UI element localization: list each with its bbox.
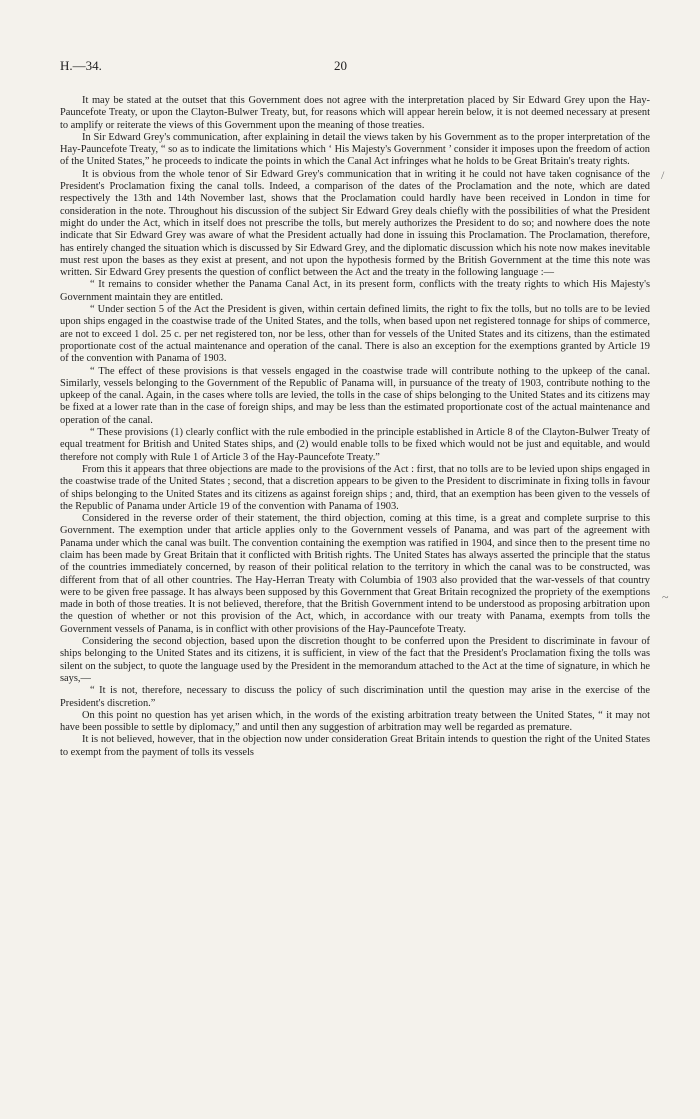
quote-paragraph-4: “ These provisions (1) clearly conflict with the rule embodied in the principle established in Article 8 of the Clayton-Bulwer Treaty of equal treatment for British and United States ships, and (2) would enable tolls to be fixed which would not be just and equitable, and would therefore not comply with Rule 1 of Article 3 of the Hay-Pauncefote Treaty.” (60, 427, 650, 463)
margin-pencil-mark: ~ (662, 590, 669, 604)
body-text (60, 95, 650, 759)
document-reference: H.—34. (60, 58, 102, 73)
paragraph-1: It may be stated at the outset that this Government does not agree with the interpretation placed by Sir Edward Grey upon the Hay-Pauncefote Treaty, or upon the Clayton-Bulwer Treaty, but, for reasons which will appear herein below, it is not deemed necessary at present to amplify or reiterate the views of this Government upon the meaning of those treaties. (60, 95, 650, 131)
paragraph-7: On this point no question has yet arisen which, in the words of the existing arbitration treaty between the United States, “ it may not have been possible to settle by diplomacy,” and until then any suggestion of arbitration may well be regarded as premature. (60, 709, 650, 734)
margin-pencil-mark: / (661, 168, 665, 182)
quote-paragraph-5: “ It is not, therefore, necessary to discuss the policy of such discrimination until the question may arise in the exercise of the President's discretion.” (60, 685, 650, 709)
quote-paragraph-1: “ It remains to consider whether the Panama Canal Act, in its present form, conflicts with the treaty rights to which His Majesty's Government maintain they are entitled. (60, 279, 650, 303)
quote-paragraph-3: “ The effect of these provisions is that vessels engaged in the coastwise trade will contribute nothing to the upkeep of the canal. Similarly, vessels belonging to the Government of the Republic of Panama will, in pursuance of the treaty of 1903, contribute nothing to the upkeep of the canal. Again, in the cases where tolls are levied, the tolls in the case of ships belonging to the United States and its citizens may be fixed at a lower rate than in the case of foreign ships, and may be less than the estimated proportionate cost of the actual maintenance and operation of the canal. (60, 365, 650, 426)
paragraph-6: Considering the second objection, based upon the discretion thought to be conferred upon the President to discriminate in favour of ships belonging to the United States and its citizens, it is sufficient, in view of the fact that the President's Proclamation fixing the tolls was silent on the subject, to quote the language used by the President in the memorandum attached to the Act at the time of signature, in which he says,— (60, 636, 650, 684)
paragraph-2: In Sir Edward Grey's communication, after explaining in detail the views taken by his Government as to the proper interpretation of the Hay-Pauncefote Treaty, “ so as to indicate the limitations which ‘ His Majesty's Government ’ consider it imposes upon the freedom of action of the United States,” he proceeds to indicate the points in which the Canal Act infringes what he holds to be Great Britain's treaty rights. (60, 131, 650, 168)
quote-paragraph-2: “ Under section 5 of the Act the President is given, within certain defined limits, the right to fix the tolls, but no tolls are to be levied upon ships engaged in the coastwise trade of the United States, and the tolls, when based upon net registered tonnage for ships of commerce, are not to exceed 1 dol. 25 c. per net registered ton, nor be less, other than for vessels of the United States and its citizens, than the estimated proportionate cost of the actual maintenance and operation of the canal. There is also an exception for the exemptions granted by Article 19 of the convention with Panama of 1903. (60, 304, 650, 365)
page-number: 20 (334, 58, 347, 73)
paragraph-5: Considered in the reverse order of their statement, the third objection, coming at this time, is a great and complete surprise to this Government. The exemption under that article applies only to the Government vessels of Panama, and was part of the agreement with Panama under which the canal was built. The convention containing the exemption was ratified in 1904, and since then to the present time no claim has been made by Great Britain that it conflicted with British rights. The United States has always asserted the principle that the status of the countries immediately concerned, by reason of their political relation to the territory in which the canal was to be constructed, was different from that of all other countries. The Hay-Herran Treaty with Columbia of 1903 also provided that the war-vessels of that country were to be given free passage. It has always been supposed by this Government that Great Britain recognized the propriety of the exemptions made in both of those treaties. It is not believed, therefore, that the British Government intend to be understood as proposing arbitration upon the question of whether or not this provision of the Act, which, in accordance with our treaty with Panama, exempts from tolls the Government vessels of Panama, is in conflict with other provisions of the Hay-Pauncefote Treaty. (60, 513, 650, 635)
paragraph-4: From this it appears that three objections are made to the provisions of the Act : first, that no tolls are to be levied upon ships engaged in the coastwise trade of the United States ; second, that a discretion appears to be given to the President to discriminate in fixing tolls in favour of ships belonging to the United States and its citizens as against foreign ships ; and, third, that an exemption has been given to the vessels of the Republic of Panama under Article 19 of the convention with Panama of 1903. (60, 463, 650, 512)
page-header (60, 58, 650, 78)
paragraph-8: It is not believed, however, that in the objection now under consideration Great Britain intends to question the right of the United States to exempt from the payment of tolls its vessels (60, 734, 650, 758)
paragraph-3: It is obvious from the whole tenor of Sir Edward Grey's communication that in writing it he could not have taken cognisance of the President's Proclamation fixing the canal tolls. Indeed, a comparison of the dates of the Proclamation and the note, which are dated respectively the 13th and 14th November last, shows that the Proclamation could hardly have been received in London in time for consideration in the note. Throughout his discussion of the subject Sir Edward Grey deals chiefly with the possibilities of what the President might do under the Act, which in itself does not prescribe the tolls, but merely authorizes the President to do so; and nowhere does the note indicate that Sir Edward Grey was aware of what the President actually had done in issuing this Proclamation. The Proclamation, therefore, has entirely changed the situation which is discussed by Sir Edward Grey, and the diplomatic discussion which his note now makes inevitable must rest upon the bases as they exist at present, and not upon the hypothesis formed by the British Government at the time this note was written. Sir Edward Grey presents the question of conflict between the Act and the treaty in the following language :— (60, 168, 650, 279)
